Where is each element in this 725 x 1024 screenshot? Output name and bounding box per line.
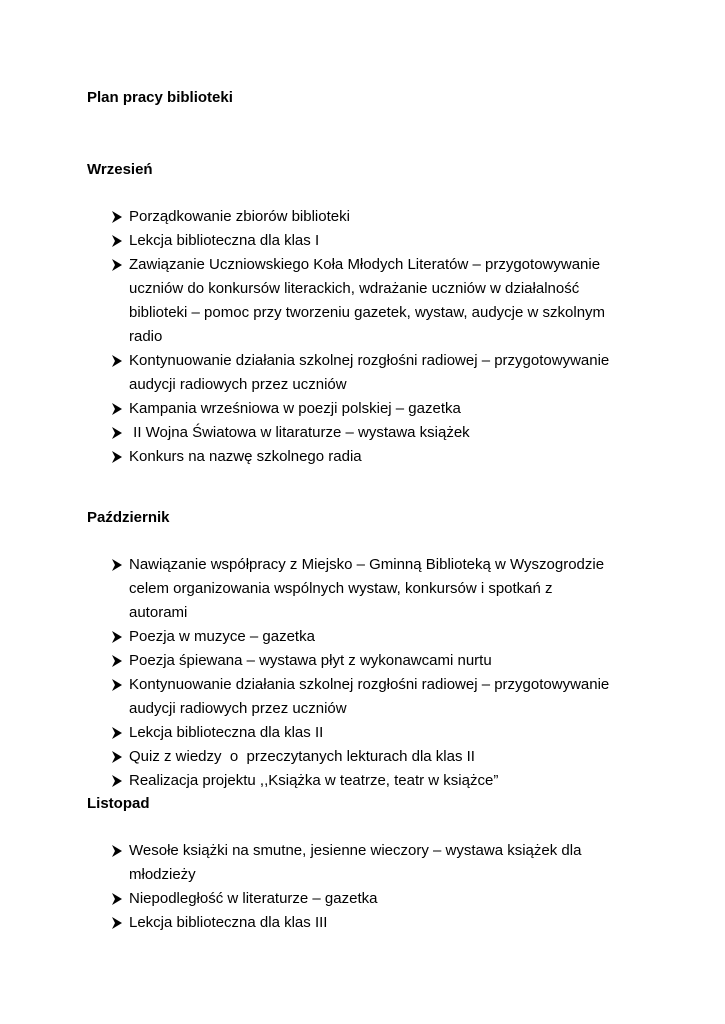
list-item bbox=[87, 421, 647, 445]
arrowhead-bullet-icon bbox=[111, 625, 125, 649]
arrowhead-bullet-icon bbox=[111, 553, 125, 577]
list-item-text-line: Kampania wrześniowa w poezji polskiej – gazetka bbox=[129, 400, 461, 417]
list-item-text-line: audycji radiowych przez uczniów bbox=[129, 376, 347, 393]
arrowhead-bullet-icon bbox=[111, 349, 125, 373]
list-item bbox=[87, 745, 647, 769]
section-listopad bbox=[87, 792, 647, 935]
list-item-text-line: Lekcja biblioteczna dla klas II bbox=[129, 724, 324, 741]
list-item-text-line: uczniów do konkursów literackich, wdrażanie uczniów w działalność bbox=[129, 280, 580, 297]
document-title: Plan pracy biblioteki bbox=[87, 89, 233, 106]
arrowhead-bullet-icon bbox=[111, 745, 125, 769]
arrowhead-bullet-icon bbox=[111, 649, 125, 673]
bullet-list bbox=[87, 553, 647, 793]
section-heading: Październik bbox=[87, 509, 170, 526]
arrowhead-bullet-icon bbox=[111, 839, 125, 863]
list-item bbox=[87, 349, 647, 397]
list-item bbox=[87, 839, 647, 887]
list-item bbox=[87, 649, 647, 673]
list-item bbox=[87, 625, 647, 649]
bullet-list bbox=[87, 839, 647, 935]
list-item-text-line: Lekcja biblioteczna dla klas I bbox=[129, 232, 320, 249]
arrowhead-bullet-icon bbox=[111, 205, 125, 229]
section-heading: Listopad bbox=[87, 795, 150, 812]
list-item-text-line: Konkurs na nazwę szkolnego radia bbox=[129, 448, 362, 465]
section-wrzesien bbox=[87, 158, 647, 469]
list-item bbox=[87, 553, 647, 625]
arrowhead-bullet-icon bbox=[111, 397, 125, 421]
list-item-text-line: Lekcja biblioteczna dla klas III bbox=[129, 914, 328, 931]
list-item-text-line: Quiz z wiedzy o przeczytanych lekturach dla klas II bbox=[129, 748, 475, 765]
list-item-text-line: Realizacja projektu ,,Książka w teatrze, teatr w książce” bbox=[129, 772, 499, 789]
arrowhead-bullet-icon bbox=[111, 229, 125, 253]
list-item-text-line: Niepodległość w literaturze – gazetka bbox=[129, 890, 378, 907]
list-item-text-line: radio bbox=[129, 328, 163, 345]
list-item-text-line: Porządkowanie zbiorów biblioteki bbox=[129, 208, 350, 225]
list-item bbox=[87, 445, 647, 469]
list-item-text-line: biblioteki – pomoc przy tworzeniu gazetek, wystaw, audycje w szkolnym bbox=[129, 304, 606, 321]
arrowhead-bullet-icon bbox=[111, 769, 125, 793]
list-item-text-line: Poezja śpiewana – wystawa płyt z wykonawcami nurtu bbox=[129, 652, 492, 669]
list-item-text-line: Kontynuowanie działania szkolnej rozgłośni radiowej – przygotowywanie bbox=[129, 676, 610, 693]
list-item-text-line: autorami bbox=[129, 604, 188, 621]
list-item-text-line: audycji radiowych przez uczniów bbox=[129, 700, 347, 717]
list-item-text-line: II Wojna Światowa w litaraturze – wystawa książek bbox=[129, 424, 470, 441]
list-item-text-line: Nawiązanie współpracy z Miejsko – Gminną Biblioteką w Wyszogrodzie bbox=[129, 556, 605, 573]
arrowhead-bullet-icon bbox=[111, 445, 125, 469]
list-item bbox=[87, 397, 647, 421]
list-item-text-line: Zawiązanie Uczniowskiego Koła Młodych Literatów – przygotowywanie bbox=[129, 256, 601, 273]
bullet-list bbox=[87, 205, 647, 469]
list-item-text-line: Kontynuowanie działania szkolnej rozgłośni radiowej – przygotowywanie bbox=[129, 352, 610, 369]
arrowhead-bullet-icon bbox=[111, 721, 125, 745]
list-item-text-line: celem organizowania wspólnych wystaw, konkursów i spotkań z bbox=[129, 580, 553, 597]
arrowhead-bullet-icon bbox=[111, 887, 125, 911]
list-item-text-line: Poezja w muzyce – gazetka bbox=[129, 628, 315, 645]
list-item-text-line: Wesołe książki na smutne, jesienne wieczory – wystawa książek dla bbox=[129, 842, 582, 859]
list-item bbox=[87, 253, 647, 349]
list-item-text-line: młodzieży bbox=[129, 866, 196, 883]
arrowhead-bullet-icon bbox=[111, 421, 125, 445]
list-item bbox=[87, 911, 647, 935]
list-item bbox=[87, 205, 647, 229]
list-item bbox=[87, 769, 647, 793]
section-pazdziernik bbox=[87, 506, 647, 793]
arrowhead-bullet-icon bbox=[111, 911, 125, 935]
list-item bbox=[87, 673, 647, 721]
list-item bbox=[87, 887, 647, 911]
arrowhead-bullet-icon bbox=[111, 673, 125, 697]
arrowhead-bullet-icon bbox=[111, 253, 125, 277]
section-heading: Wrzesień bbox=[87, 161, 153, 178]
list-item bbox=[87, 229, 647, 253]
list-item bbox=[87, 721, 647, 745]
